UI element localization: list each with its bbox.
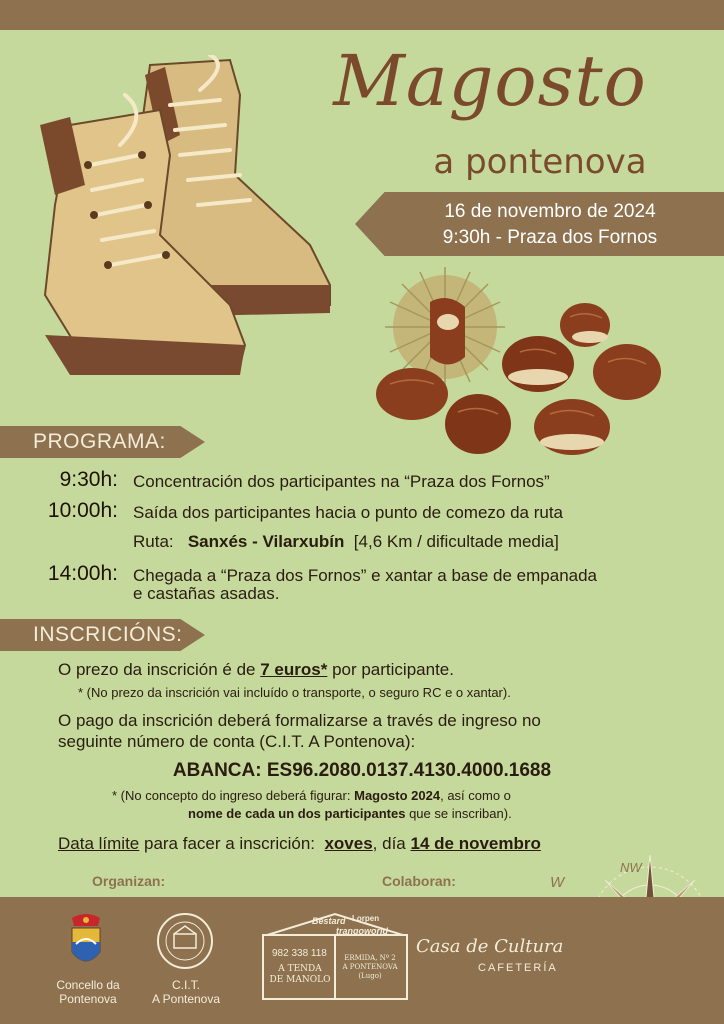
route-name: Sanxés - Vilarxubín [187,532,345,551]
program-text: Concentración dos participantes na “Praza dos Fornos” [133,472,550,491]
deadline-mid: para facer a inscrición: [143,834,316,853]
payment-line-2: seguinte número de conta (C.I.T. A Pontenova): [58,732,416,751]
cit-seal-icon [156,912,214,970]
route-detail: [4,6 Km / dificultade media] [353,532,559,551]
tenda-name [268,964,332,986]
cit-line-2: A Pontenova [151,992,221,1006]
payment-line-1: O pago da inscrición deberá formalizarse a través de ingreso no [58,711,541,730]
event-date: 16 de novembro de 2024 [444,201,656,222]
concello-line-2: Pontenova [59,992,117,1006]
cit-name [138,978,234,1006]
deadline-label: Data límite [58,834,140,853]
tenda-phone: 982 338 118 [272,948,327,959]
event-title: Magosto [333,40,647,122]
route-line [133,532,559,552]
concept-post-2: que se inscriban). [409,806,512,821]
event-time-place: 9:30h - Praza dos Fornos [442,227,658,248]
concept-post: , así como o [440,788,511,803]
bank-account: ABANCA: ES96.2080.0137.4130.4000.1688 [172,760,552,781]
price-line [58,660,454,680]
compass-w-label: W [550,874,565,891]
tenda-address-1: ERMIDA, Nº 2 [344,954,396,962]
inscricions-heading: INSCRICIÓNS: [33,623,183,646]
concello-line-1: Concello da [56,978,120,992]
event-subtitle: a pontenova [433,142,647,182]
concept-note-2 [188,806,512,821]
concept-note-1 [112,788,511,803]
cit-line-1: C.I.T. [171,978,200,992]
program-text: Saída dos participantes hacia o punto de comezo da ruta [133,503,564,522]
program-text-cont: e castañas asadas. [133,584,280,603]
program-text: Chegada a “Praza dos Fornos” e xantar a base de empanada [133,566,598,585]
price-post: por participante. [332,660,454,679]
tenda-name-2: DE MANOLO [269,975,331,985]
price-note: * (No prezo da inscrición vai incluído o transporte, o seguro RC e o xantar). [78,685,511,700]
compass-nw-label: NW [620,860,642,875]
colaboran-label: Colaboran: [382,873,456,889]
program-time: 10:00h: [47,499,118,522]
price-pre: O prezo da inscrición é de [58,660,256,679]
concello-coat-of-arms-icon [68,912,104,970]
top-band [0,0,724,30]
brand-lorpen: Lorpen [352,914,380,923]
program-time: 9:30h: [59,468,118,491]
tenda-name-1: A TENDA [278,964,322,974]
price-value: 7 euros* [260,660,328,679]
brand-bestard: Bestard [312,916,346,926]
tenda-address [336,954,404,981]
concello-name [40,978,136,1006]
cafe-name: Casa de Cultura [416,936,564,957]
deadline-line [58,834,541,854]
brand-trangoworld: trangoworld [336,926,388,936]
deadline-date: 14 de novembro [410,834,541,853]
concept-bold-2: nome de cada un dos participantes [188,806,406,821]
organizan-label: Organizan: [92,873,166,889]
route-label: Ruta: [133,532,174,551]
program-time: 14:00h: [47,562,118,585]
programa-heading: PROGRAMA: [33,430,166,453]
concept-bold: Magosto 2024 [354,788,441,803]
concept-pre: * (No concepto do ingreso deberá figurar: [112,788,351,803]
deadline-day: xoves [324,834,373,853]
cafe-type: CAFETERÍA [478,962,558,974]
chestnuts-illustration [370,262,670,462]
tenda-address-2: A PONTENOVA (Lugo) [342,963,398,980]
deadline-comma: , día [372,834,406,853]
